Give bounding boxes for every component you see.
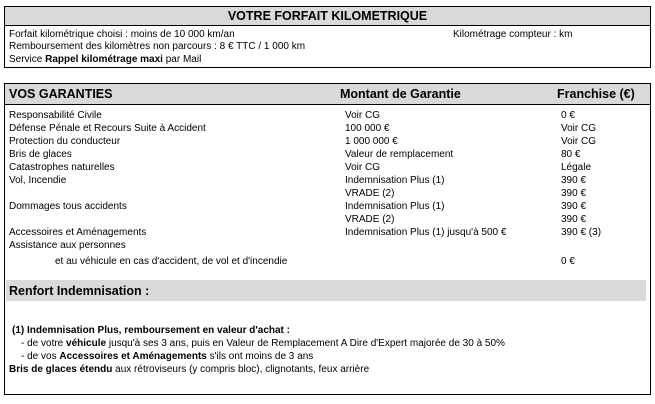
garanties-title: VOS GARANTIES xyxy=(9,87,113,101)
garantie-montant: Indemnisation Plus (1) xyxy=(345,201,445,212)
note-vehicule-line xyxy=(21,338,505,349)
garantie-name: Vol, Incendie xyxy=(9,175,67,186)
garantie-name: Assistance aux personnes xyxy=(9,240,126,251)
garantie-montant: Valeur de remplacement xyxy=(345,149,454,160)
garantie-franchise: 390 € xyxy=(561,201,587,212)
garantie-montant: VRADE (2) xyxy=(345,214,395,225)
garantie-franchise: Voir CG xyxy=(561,123,597,134)
garantie-name: Responsabilité Civile xyxy=(9,110,102,121)
garantie-franchise: 0 € xyxy=(561,110,575,121)
forfait-header-bar xyxy=(4,6,651,26)
forfait-line-3 xyxy=(9,54,201,65)
note-indemnisation-plus-title: (1) Indemnisation Plus, remboursement en valeur d'achat : xyxy=(12,325,290,336)
assistance-vehicule-label: et au véhicule en cas d'accident, de vol et d'incendie xyxy=(55,256,288,267)
note-accessoires-bold: Accessoires et Aménagements xyxy=(59,351,207,362)
garantie-name: Accessoires et Aménagements xyxy=(9,227,147,238)
garantie-montant: Indemnisation Plus (1) xyxy=(345,175,445,186)
note-bris-glaces-suffix: aux rétroviseurs (y compris bloc), clignotants, feux arrière xyxy=(112,364,370,375)
garantie-montant: Voir CG xyxy=(345,110,381,121)
garantie-franchise: 390 € (3) xyxy=(561,227,602,238)
franchise-header: Franchise (€) xyxy=(557,87,635,101)
garantie-montant: Indemnisation Plus (1) jusqu'à 500 € xyxy=(345,227,507,238)
garantie-franchise: 80 € xyxy=(561,149,581,160)
assistance-vehicule-franchise: 0 € xyxy=(561,256,575,267)
note-vehicule-prefix: - de votre xyxy=(21,338,67,349)
garantie-name: Défense Pénale et Recours Suite à Accident xyxy=(9,123,206,134)
montant-header: Montant de Garantie xyxy=(340,87,461,101)
forfait-line-3-suffix: par Mail xyxy=(162,54,202,65)
forfait-line-3-prefix: Service xyxy=(9,54,46,65)
garantie-montant: Voir CG xyxy=(345,162,381,173)
note-accessoires-line xyxy=(21,351,313,362)
garantie-franchise: 390 € xyxy=(561,175,587,186)
note-bris-glaces-line xyxy=(9,364,369,375)
forfait-line-2: Remboursement des kilomètres non parcours : 8 € TTC / 1 000 km xyxy=(9,41,306,52)
garantie-franchise: 390 € xyxy=(561,214,587,225)
forfait-title: VOTRE FORFAIT KILOMETRIQUE xyxy=(227,9,428,23)
garantie-name: Bris de glaces xyxy=(9,149,72,160)
garantie-name: Protection du conducteur xyxy=(9,136,121,147)
kilometrage-compteur: Kilométrage compteur : km xyxy=(453,29,573,40)
forfait-line-1: Forfait kilométrique choisi : moins de 10 000 km/an xyxy=(9,29,235,40)
garantie-montant: VRADE (2) xyxy=(345,188,395,199)
garantie-franchise: Voir CG xyxy=(561,136,597,147)
note-vehicule-bold: véhicule xyxy=(66,338,107,349)
note-accessoires-prefix: - de vos xyxy=(21,351,60,362)
garantie-name: Catastrophes naturelles xyxy=(9,162,115,173)
note-bris-glaces-bold: Bris de glaces étendu xyxy=(9,364,113,375)
note-vehicule-suffix: jusqu'à ses 3 ans, puis en Valeur de Remplacement A Dire d'Expert majorée de 30 à 50% xyxy=(106,338,505,349)
garantie-name: Dommages tous accidents xyxy=(9,201,127,212)
renfort-title: Renfort Indemnisation : xyxy=(9,284,150,298)
garantie-franchise: Légale xyxy=(561,162,592,173)
garantie-franchise: 390 € xyxy=(561,188,587,199)
rappel-kilometrage-label: Rappel kilométrage maxi xyxy=(45,54,163,65)
note-accessoires-suffix: s'ils ont moins de 3 ans xyxy=(206,351,314,362)
garantie-montant: 1 000 000 € xyxy=(345,136,398,147)
garantie-montant: 100 000 € xyxy=(345,123,390,134)
